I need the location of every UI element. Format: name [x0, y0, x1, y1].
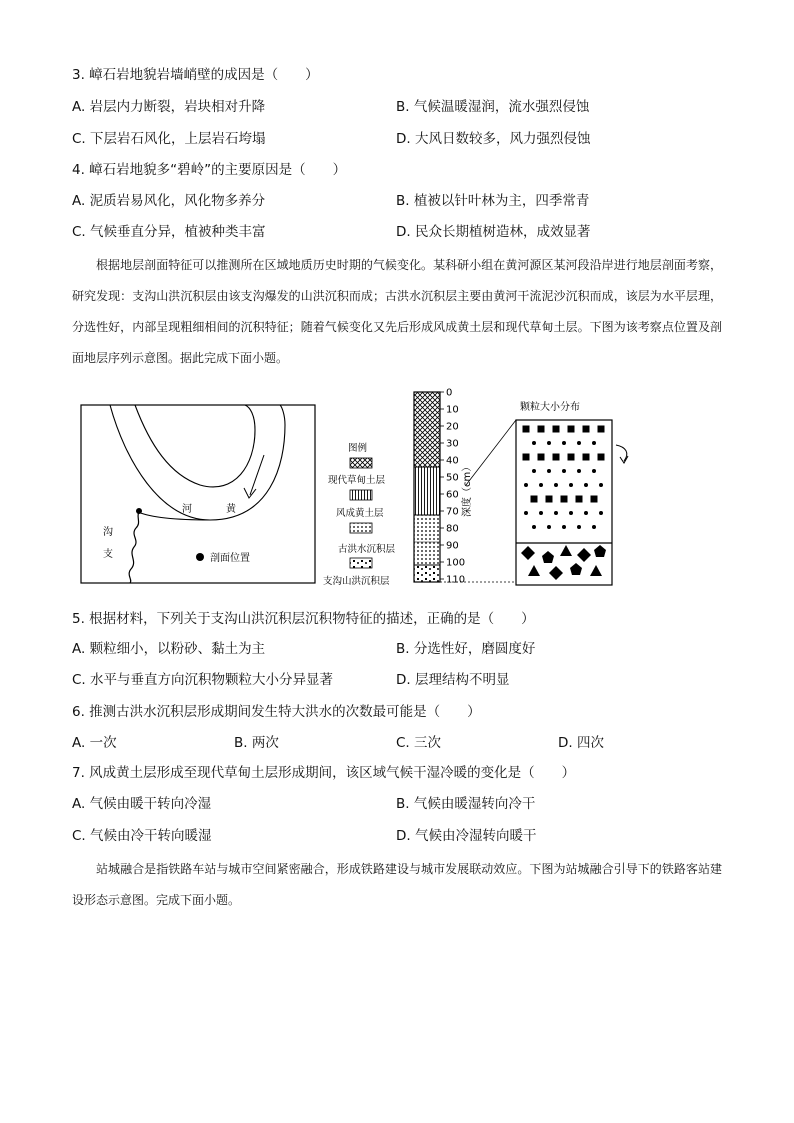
legend-swatch-paleoflood [350, 523, 372, 533]
q4-option-b[interactable]: B. 植被以针叶林为主，四季常青 [396, 193, 590, 209]
q7-option-d[interactable]: D. 气候由冷湿转向暖干 [396, 828, 537, 844]
q3-option-c[interactable]: C. 下层岩石风化，上层岩石垮塌 [72, 131, 266, 147]
q3-option-d[interactable]: D. 大风日数较多，风力强烈侵蚀 [396, 131, 591, 147]
grain-coarse [591, 496, 598, 503]
q7-option-c[interactable]: C. 气候由冷干转向暖湿 [72, 828, 212, 844]
tributary-char-2: 支 [103, 549, 113, 560]
depth-tick-label: 0 [446, 387, 453, 399]
legend-swatch-tributary-flood [350, 558, 372, 568]
grain-fine [562, 469, 566, 473]
grain-fine [547, 525, 551, 529]
grain-coarse [598, 454, 605, 461]
grain-fine [554, 511, 558, 515]
depth-tick-label: 20 [446, 421, 459, 433]
grain-fine [592, 525, 596, 529]
grain-fine [554, 483, 558, 487]
river-char-1: 河 [182, 504, 192, 515]
grain-coarse [523, 454, 530, 461]
depth-tick-label: 10 [446, 404, 459, 416]
q7-option-a[interactable]: A. 气候由暖干转向冷湿 [72, 796, 212, 812]
grain-fine [562, 525, 566, 529]
grain-fine [569, 483, 573, 487]
grain-fine [539, 511, 543, 515]
grain-fine [592, 441, 596, 445]
grain-fine [547, 469, 551, 473]
river-char-2: 黄 [226, 504, 236, 515]
layer-loess [414, 467, 440, 515]
depth-tick-label: 70 [446, 506, 459, 518]
q4-option-d[interactable]: D. 民众长期植树造林，成效显著 [396, 224, 591, 240]
question-5-stem: 5. 根据材料，下列关于支沟山洪沉积层沉积物特征的描述，正确的是（ ） [72, 611, 535, 627]
q5-option-d[interactable]: D. 层理结构不明显 [396, 672, 510, 688]
grain-fine [592, 469, 596, 473]
q5-option-a[interactable]: A. 颗粒细小，以粉砂、黏土为主 [72, 641, 266, 657]
question-7-stem: 7. 风成黄土层形成至现代草甸土层形成期间，该区域气候干湿冷暖的变化是（ ） [72, 765, 576, 781]
grain-coarse [568, 454, 575, 461]
q6-option-d[interactable]: D. 四次 [558, 735, 604, 751]
stratigraphic-column [414, 388, 465, 586]
layer-meadow-soil [414, 392, 440, 467]
q4-option-c[interactable]: C. 气候垂直分异，植被种类丰富 [72, 224, 266, 240]
depth-tick-label: 100 [446, 557, 466, 569]
grain-coarse [583, 426, 590, 433]
legend-item-paleoflood: 古洪水沉积层 [338, 544, 396, 555]
connector-top [466, 420, 516, 485]
grain-coarse [538, 454, 545, 461]
q5-option-b[interactable]: B. 分选性好，磨圆度好 [396, 641, 536, 657]
grain-fine [584, 511, 588, 515]
grain-fine [577, 525, 581, 529]
grain-coarse [553, 426, 560, 433]
q7-option-b[interactable]: B. 气候由暖湿转向冷干 [396, 796, 536, 812]
q3-option-a[interactable]: A. 岩层内力断裂，岩块相对升降 [72, 99, 266, 115]
legend-swatch-loess [350, 490, 372, 500]
stratigraphy-figure [0, 385, 794, 590]
depth-tick-label: 40 [446, 455, 459, 467]
grain-coarse [546, 496, 553, 503]
q6-option-a[interactable]: A. 一次 [72, 735, 117, 751]
legend-item-loess: 风成黄土层 [336, 508, 384, 519]
tributary-confluence-marker [136, 508, 142, 514]
depth-tick-label: 90 [446, 540, 459, 552]
grain-coarse [583, 454, 590, 461]
grain-fine [584, 483, 588, 487]
question-3-stem: 3. 嶂石岩地貌岩墙峭壁的成因是（ ） [72, 67, 319, 83]
depth-tick-label: 30 [446, 438, 459, 450]
grain-coarse [568, 426, 575, 433]
grain-coarse [538, 426, 545, 433]
depth-tick-label: 50 [446, 472, 459, 484]
question-6-stem: 6. 推测古洪水沉积层形成期间发生特大洪水的次数最可能是（ ） [72, 704, 481, 720]
grain-coarse [523, 426, 530, 433]
grain-fine [577, 469, 581, 473]
grain-coarse [598, 426, 605, 433]
depth-tick-label: 110 [446, 574, 466, 586]
grain-fine [547, 441, 551, 445]
legend-item-tributary-flood: 支沟山洪沉积层 [323, 576, 390, 587]
grain-coarse [553, 454, 560, 461]
layer-paleoflood [414, 515, 440, 565]
grain-fine [599, 483, 603, 487]
passage-stratigraphy: 根据地层剖面特征可以推测所在区域地质历史时期的气候变化。某科研小组在黄河源区某河段沿岸进行地层剖面考察，研究发现：支沟山洪沉积层由该支沟爆发的山洪沉积而成；古洪水沉积层主要由黄河干流泥沙沉积而成，该层为水平层理，分选性好，内部呈现粗细相间的沉积特征；随着气候变化又先后形成风成黄土层和现代草甸土层。下图为该考察点位置及剖面地层序列示意图。据此完成下面小题。 [72, 258, 722, 365]
legend [323, 442, 396, 587]
question-4-stem: 4. 嶂石岩地貌多“碧岭”的主要原因是（ ） [72, 162, 347, 178]
q3-option-b[interactable]: B. 气候温暖湿润，流水强烈侵蚀 [396, 99, 590, 115]
profile-site-marker [196, 553, 204, 561]
layer-tributary-flood [414, 565, 440, 582]
grain-fine [599, 511, 603, 515]
legend-item-meadow: 现代草甸土层 [328, 475, 386, 486]
q6-option-b[interactable]: B. 两次 [234, 735, 279, 751]
grain-coarse [576, 496, 583, 503]
q4-option-a[interactable]: A. 泥质岩易风化，风化物多养分 [72, 193, 266, 209]
grain-fine [569, 511, 573, 515]
grain-fine [532, 441, 536, 445]
passage-station-city: 站城融合是指铁路车站与城市空间紧密融合，形成铁路建设与城市发展联动效应。下图为站城融合引导下的铁路客站建设形态示意图。完成下面小题。 [72, 862, 722, 907]
grain-fine [532, 525, 536, 529]
profile-site-label: 剖面位置 [210, 553, 250, 564]
grain-fine [539, 483, 543, 487]
grain-fine [577, 441, 581, 445]
grain-fine [524, 511, 528, 515]
depth-axis-label: 深度（cm） [462, 461, 473, 517]
q6-option-c[interactable]: C. 三次 [396, 735, 442, 751]
legend-swatch-meadow [350, 458, 372, 468]
grain-panel-title: 颗粒大小分布 [520, 402, 580, 413]
legend-title: 图例 [348, 443, 368, 454]
grain-coarse [531, 496, 538, 503]
tributary-char-1: 沟 [103, 527, 113, 538]
depth-tick-label: 60 [446, 489, 459, 501]
grain-fine [524, 483, 528, 487]
grain-coarse [561, 496, 568, 503]
grain-fine [532, 469, 536, 473]
depth-tick-label: 80 [446, 523, 459, 535]
q5-option-c[interactable]: C. 水平与垂直方向沉积物颗粒大小分异显著 [72, 672, 334, 688]
grain-fine [562, 441, 566, 445]
